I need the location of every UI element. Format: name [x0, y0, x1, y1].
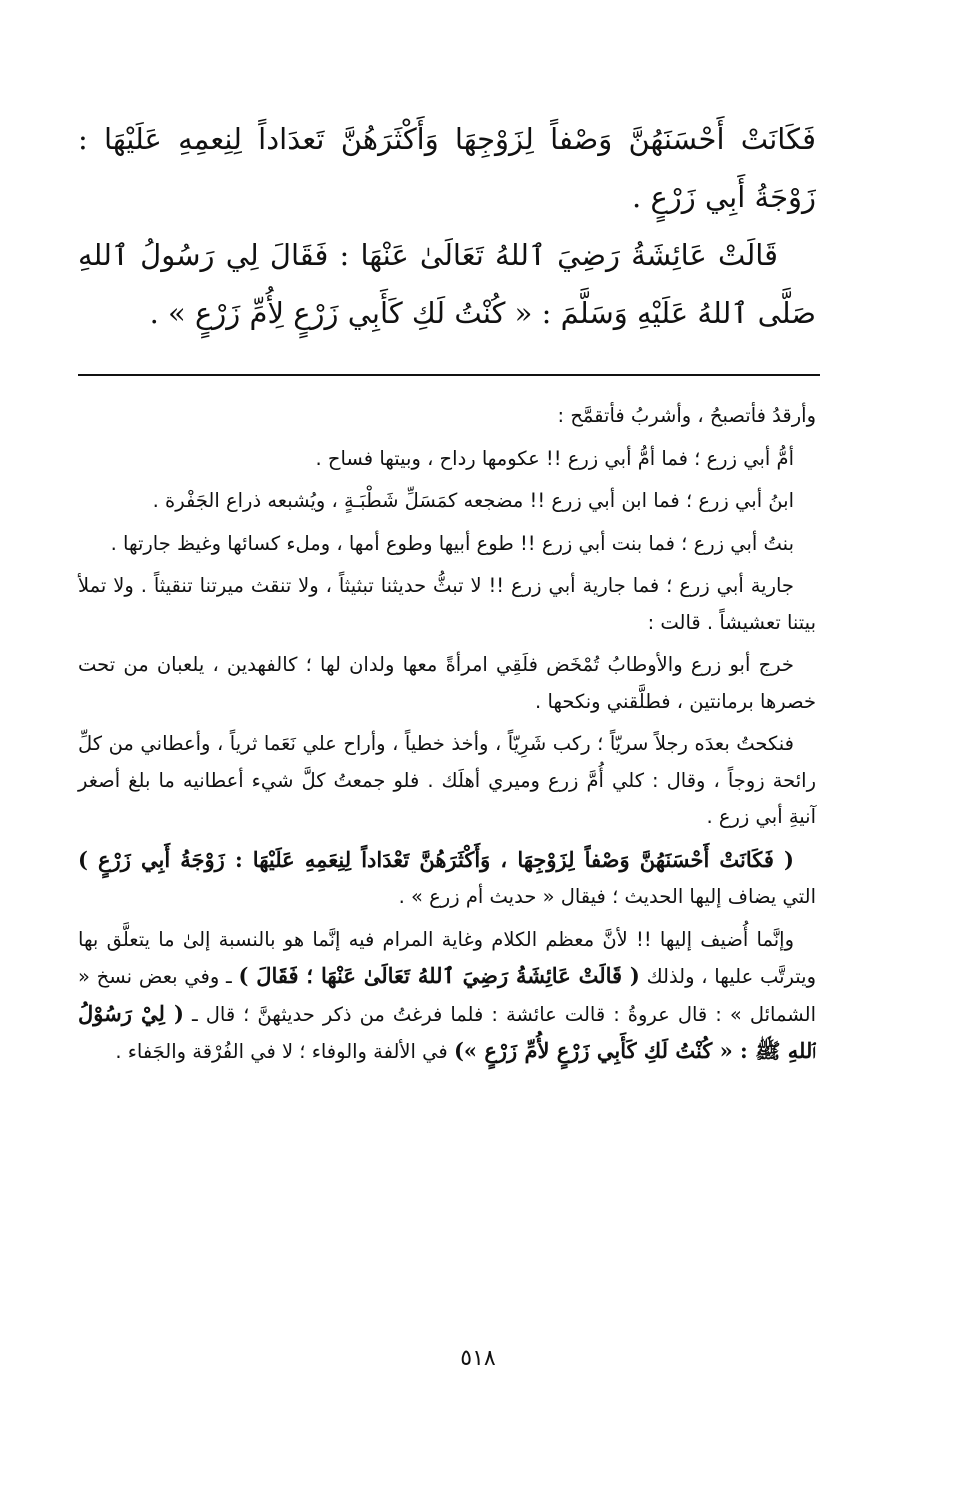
- commentary-paragraph: وأرقدُ فأتصبحُ ، وأشربُ فأتقمَّح :: [557, 404, 816, 427]
- page-number: ٥١٨: [460, 1346, 496, 1371]
- commentary-text: التي يضاف إليها الحديث ؛ فيقال « حديث أم زرع » .: [398, 885, 816, 908]
- commentary-block: [78, 398, 816, 1077]
- main-paragraph: فَكَانَتْ أَحْسَنَهُنَّ وَصْفاً لِزَوْجِهَا وَأَكْثَرَهُنَّ تَعدَاداً لِنِعمِهِ عَلَيْهَا : زَوْجَةُ أَبِي زَرْعٍ .: [78, 122, 816, 214]
- commentary-paragraph: جارية أبي زرع ؛ فما جارية أبي زرع !! لا تبثُّ حديثنا تبثيثاً ، ولا تنقث ميرتنا تنقيثاً . ولا تملأ بيتنا تعشيشاً . قالت :: [78, 574, 816, 634]
- quoted-hadith-text: ( لِيْ رَسُوْلُ ٱللهِ ﷺ : « كُنْتُ لَكِ كَأَبِي زَرْعٍ لأُمِّ زَرْعٍ »): [78, 1000, 816, 1063]
- commentary-paragraph: [78, 842, 816, 916]
- commentary-text: في الألفة والوفاء ؛ لا في الفُرْقة والجَفاء .: [115, 1040, 454, 1063]
- commentary-paragraph: ابنُ أبي زرع ؛ فما ابن أبي زرع !! مضجعه كمَسَلِّ شَطْبَـةٍ ، ويُشبعه ذراع الجَفْرة .: [152, 489, 794, 512]
- commentary-text: ـ وفي بعض نسخ « الشمائل » : قال عروةُ : قالت عائشة : فلما فرغتُ من ذكر حديثهنَّ ؛ قال ـ: [78, 965, 816, 1026]
- footnote-separator-rule: [78, 374, 820, 376]
- commentary-paragraph: [78, 922, 816, 1071]
- commentary-paragraph: فنكحتُ بعدَه رجلاً سريّاً ؛ ركب شَرِيّاً ، وأخذ خطياً ، وأراح علي نَعَما ثرياً ، وأعطاني من كلِّ رائحة زوجاً ، وقال : كلي أُمَّ زرع وميري أهلَك . فلو جمعتُ كلَّ شيء أعطانيه ما بلغ أصغر آنيةِ أبي زرع .: [78, 732, 816, 828]
- commentary-paragraph: بنتُ أبي زرع ؛ فما بنت أبي زرع !! طوع أبيها وطوع أمها ، وملء كسائها وغيظ جارتها .: [110, 531, 794, 555]
- commentary-paragraph: خرج أبو زرع والأوطابُ تُمْخَض فلَقِي امرأةً معها ولدان لها ؛ كالفهدين ، يلعبان من تحت خصرها برمانتين ، فطلَّقني ونكحها .: [78, 653, 816, 713]
- commentary-paragraph: أمُّ أبي زرع ؛ فما أمُّ أبي زرع !! عكومها رداح ، وبيتها فساح .: [315, 446, 794, 470]
- quoted-hadith-text: ( فَكَانَتْ أَحْسَنَهُنَّ وَصْفاً لِزَوْجِهَا ، وَأَكْثَرَهُنَّ تَعْدَاداً لِنِعَمِهِ عَلَيْهَا : زَوْجَةُ أَبِي زَرْعٍ ): [78, 846, 794, 872]
- quoted-hadith-text: ( قَالَتْ عَائِشَةُ رَضِيَ ٱللهُ تَعَالَىٰ عَنْهَا ؛ فَقَالَ ): [238, 963, 640, 988]
- commentary-text: وإنَّما أُضيف إليها !! لأنَّ معظم الكلام وغاية المرام فيه إنَّما هو بالنسبة إلىٰ ما يتعلَّق بها ويترتَّب عليها ، ولذلك: [78, 927, 817, 988]
- main-paragraph: قَالَتْ عَائِشَةُ رَضِيَ ٱللهُ تَعَالَىٰ عَنْهَا : فَقَالَ لِي رَسُولُ ٱللهِ صَلَّى ٱللهُ عَلَيْهِ وَسَلَّمَ : « كُنْتُ لَكِ كَأَبِي زَرْعٍ لِأُمِّ زَرْعٍ » .: [78, 238, 816, 330]
- main-text-block: [78, 110, 816, 342]
